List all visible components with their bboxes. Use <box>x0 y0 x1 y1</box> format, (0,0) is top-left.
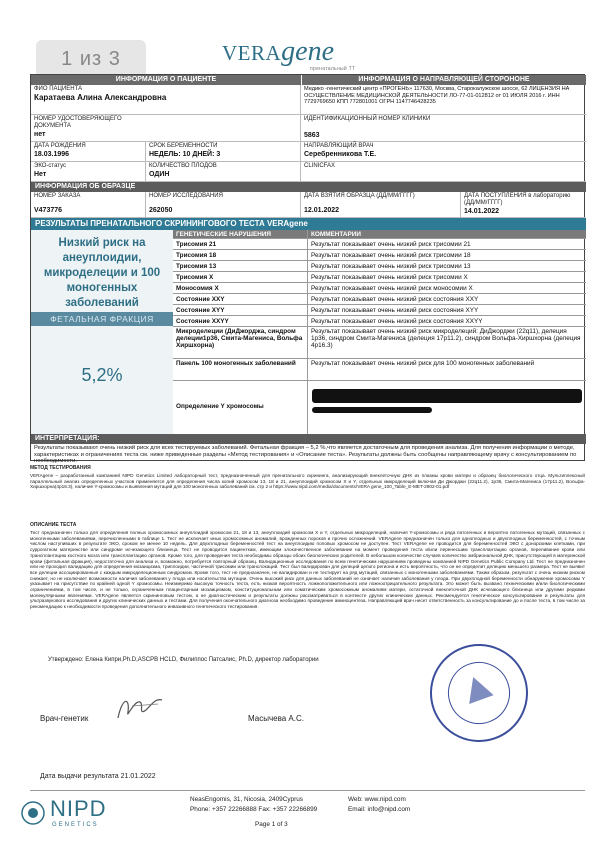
report-form <box>30 74 585 465</box>
nipd-logo <box>20 796 150 832</box>
result-row-comment: Результат показывает очень низкий риск трисомии 18 <box>311 252 471 259</box>
patient-info-header: ИНФОРМАЦИЯ О ПАЦИЕНТЕ <box>31 75 301 85</box>
referrer-info-header: ИНФОРМАЦИЯ О НАПРАВЛЯЮЩЕЙ СТОРОНОНЕ <box>301 75 586 85</box>
doctor-value: Серебренникова Т.Е. <box>304 151 377 158</box>
interpretation-text: Результаты показывают очень низкий риск для всех тестируемых заболеваний. Фетальная фракция – 5,2 %,что является достаточным для проведения анализа. Для получения информации о методе, характеристиках и ограничениях теста см. ниже приведенные разделы «Метод тестирования» и «Описание теста». Результаты должны быть сообщены направляющему врачу с консультированием по необходимости. <box>34 445 577 465</box>
eco-row <box>31 162 586 182</box>
result-row-disorder: Трисомия X <box>173 272 308 282</box>
result-row-disorder: Состояние XYY <box>173 305 308 315</box>
page-indicator: 1 из 3 <box>36 40 146 78</box>
microdeletion-comment: Результат показывает очень низкий риск микроделеций: ДиДжорджи (22q11), делеция 1p36, синдром Смита-Магениса (делеция 17p11.2), синдром Вольфа-Хиршхорна (делеция 4p16.3) <box>311 328 581 349</box>
patient-name-row <box>31 85 586 115</box>
id-doc-cell <box>31 115 301 141</box>
summary-panel <box>31 230 173 434</box>
footer-address: NeasEngomis, 31, Nicosia, 2409Cyprus <box>190 796 303 803</box>
dob-cell <box>31 142 146 161</box>
clinic-id-label: ИДЕНТИФИКАЦИОННЫЙ НОМЕР КЛИНИКИ <box>304 116 431 122</box>
veragene-logo <box>222 36 422 76</box>
y-chromosome-row <box>173 381 586 434</box>
results-table-header <box>173 230 586 239</box>
result-row-disorder: Состояние XXY <box>173 294 308 304</box>
result-row-disorder: Состояние XXYY <box>173 316 308 326</box>
approved-by: Утверждено: Елена Кипри,Ph.D,ASCPB HCLD, Филиппос Патсалис, Ph.D, директор лаборатории <box>48 657 319 663</box>
study-value: 262050 <box>149 207 173 214</box>
description-label: ОПИСАНИЕ ТЕСТА <box>30 522 77 528</box>
result-row-comment: Результат показывает очень низкий риск состояния XXY <box>311 296 479 303</box>
eco-cell <box>31 162 146 181</box>
fetal-fraction-label: ФЕТАЛЬНАЯ ФРАКЦИЯ <box>31 312 173 326</box>
result-row <box>173 239 586 250</box>
monogenic-name: Панель 100 моногенных заболеваний <box>173 359 308 380</box>
order-value: V473776 <box>34 207 63 214</box>
patient-name-label: ФИО ПАЦИЕНТА <box>34 86 83 92</box>
clinic-id-cell <box>301 115 586 141</box>
received-cell <box>461 192 586 217</box>
clinicfax-cell <box>301 162 586 181</box>
eco-label: ЭКО-статус <box>34 163 67 169</box>
dob-row <box>31 142 586 162</box>
nipd-logo-sub: GENETICS <box>52 822 99 828</box>
patient-name-cell <box>31 85 301 114</box>
result-row-comment: Результат показывает очень низкий риск трисомии 13 <box>311 263 471 270</box>
brand-tagline: пренатальный ТТ <box>310 66 356 72</box>
signature-icon <box>112 690 172 726</box>
brand-part2: gene <box>281 36 335 67</box>
footer-email[interactable]: Email: info@nipd.com <box>348 806 411 813</box>
result-row <box>173 261 586 272</box>
microdeletion-row <box>173 327 586 359</box>
result-row <box>173 250 586 261</box>
dob-value: 18.03.1996 <box>34 151 70 158</box>
signer-role: Врач-генетик <box>40 714 89 723</box>
col-disorder-header: ГЕНЕТИЧЕСКИЕ НАРУШЕНИЯ <box>173 230 308 238</box>
brand-part1: VERA <box>222 41 282 65</box>
id-doc-row <box>31 115 586 142</box>
fetus-cell <box>146 162 301 181</box>
eco-value: Нет <box>34 171 47 178</box>
result-row-disorder: Трисомия 18 <box>173 250 308 260</box>
redaction-mark <box>312 389 582 403</box>
fetus-label: КОЛИЧЕСТВО ПЛОДОВ <box>149 163 217 169</box>
id-doc-label: НОМЕР УДОСТОВЕРЯЮЩЕГО ДОКУМЕНТА <box>34 116 122 129</box>
taken-cell <box>301 192 461 217</box>
description-text: Тест предназначен только для определения полных хромосомных анеуплоидий хромосом 21, 18 и 13, анеуплоидий хромосом X и Y, отдельных микроделеций, наличия Y-хромосомы и ряда патогенных и вероятно патогенных мутаций, связанных с моногенными заболеваниями, перечисленными в таблице 1. Тест не исключает иных хромосомных аномалий, врожденных пороков и прочих осложнений. VERAgene предназначен только для одноплодных и двухплодных беременностей, с точным числом наступивших в результате ЭКО, сроком не менее 10 недель. Для двухплодных беременностей тест на анеуплоидию половых хромосом не доступен. Тест VERAgene не проводится для беременностей ЭКО с донорскими клетками, при суррогатном материнстве или синдроме исчезающего близнеца. Тест не проводится пациенткам, имеющим злокачественное заболевание на момент проведения теста и/или перенесшим трансплантацию органов, переливание крови или трансплантацию костного мозга или трансплантацию органов. Кроме того, для проведения теста необходимы образцы обоих биологических родителей. В небольшом количестве случаев количество эмбриональной ДНК, присутствующей в материнской крови (фетальная фракция), недостаточно для анализа и, возможно, потребуется повторный образец. Валидационные исследования по всем генетическим нарушениям проведены компанией NIPD Genetics Public Company Ltd. Тест не предназначен или не проходил валидацию для определения мозаицизма, триплоидии, частичной трисомии или транслокаций. Тест был валидирован для делеций целого региона и есть вероятность, что он не определит делецию меньшего размера. Тест не выявит все делеции ассоциированные с каждым микроделеционным синдромом. Кроме того, тест не предназначен, не валидирован и не тестирует на ряд мутаций, связанных с моногенными заболеваниями. Таким образом, результат с очень низким риском снижает, но не исключает возможности наличия заболевания у плода или носительства мутации. Очень высокий риск для данных заболеваний не означает наличия заболевания у плода. При двухплодной беременности обнаружение хромосомы Y указывает на присутствие по крайней одной Y хромосомы. Неизмеримо высокую точность теста, есть низкая вероятность ложноположительного или ложноотрицательного результата. Это может быть вызвано техническими и/или биологическими ограничениями, в том числе, и не только, ограниченным плацентарным мозаицизмом, конституциональным или соматическим хромосомным аномалиям матери, остаточной внеклеточной ДНК исчезающего близнеца или другими редкими молекулярными явлениями. VERAgene является скрининговым тестом, а не диагностическим и результаты должны рассматриваться в контексте других клинических данных. Рекомендуется генетическое консультирование и результаты для ультразвукового исследования и других клинических данных и тестами. Для получения окончательного диагноза необходимо проведение амниоцентеза. Направляющий врач несет ответственность за консультирование до и после теста, в том числе за рекомендацию к необходимости проведения дополнительного инвазивного генетического тестирования. <box>30 530 585 610</box>
method-text: VERAgene – разработанный компанией NIPD Genetics Limited лабораторный тест, предназначенный для пренатального скрининга, анализирующий внеклеточную ДНК из плазмы крови матери и образец биологического отца. Мультиплексный параллельный анализ определенных участков применяется для определения числа копий хромосом 13, 18 и 21, анеуплоидий хромосом X и Y, отдельных микроделеций включая Ди Джорджи (22q11.2), 1р36, Смита-Магениса (17p11.2), Вольфа-Хиршхорна(4p16.3), наличие Y-хромосомы и выявления мутаций для 100 моногенных заболеваний см. стр 2 и https://www.nipd.com/media/documents/VERA gene_100_Table_E-MET-2902-01.pdf <box>30 473 585 490</box>
order-label: НОМЕР ЗАКАЗА <box>34 193 81 199</box>
footer-page-number: Page 1 of 3 <box>255 821 288 828</box>
redaction-mark <box>312 407 432 413</box>
result-row-comment: Результат показывает очень низкий риск трисомии X <box>311 274 468 281</box>
taken-label: ДАТА ВЗЯТИЯ ОБРАЗЦА (ДД/ММ/ГГГГ) <box>304 193 415 199</box>
low-risk-summary: Низкий риск на анеуплоидии, микроделеции и 100 моногенных заболеваний <box>43 237 161 309</box>
fetus-value: ОДИН <box>149 171 170 178</box>
results-title: РЕЗУЛЬТАТЫ ПРЕНАТАЛЬНОГО СКРИНИНГОВОГО ТЕСТА VERAgene <box>31 218 586 230</box>
result-row <box>173 294 586 305</box>
footer-web[interactable]: Web: www.nipd.com <box>348 796 406 803</box>
ga-label: СРОК БЕРЕМЕННОСТИ <box>149 143 218 149</box>
y-chromosome-name: Определение Y хромосомы <box>173 381 308 434</box>
issue-date: Дата выдачи результата 21.01.2022 <box>40 773 156 780</box>
footer-phone: Phone: +357 22266888 Fax: +357 22266899 <box>190 806 318 813</box>
study-cell <box>146 192 301 217</box>
result-row-disorder: Моносомия X <box>173 283 308 293</box>
sample-row <box>31 192 586 218</box>
id-doc-value: нет <box>34 131 46 138</box>
interpretation-label: ИНТЕРПРЕТАЦИЯ: <box>31 434 586 444</box>
microdeletion-name: Микроделеции (ДиДжорджа, синдром делеции1р36, Смита-Магениса, Вольфа Хиршхорна) <box>173 327 308 358</box>
result-row-disorder: Трисомия 13 <box>173 261 308 271</box>
monogenic-row <box>173 359 586 381</box>
result-row <box>173 283 586 294</box>
result-row-comment: Результат показывает очень низкий риск моносомии X <box>311 285 473 292</box>
method-label: МЕТОД ТЕСТИРОВАНИЯ <box>30 465 91 471</box>
section-headers <box>31 75 586 85</box>
interpretation-section <box>31 434 586 465</box>
result-row <box>173 272 586 283</box>
result-row-disorder: Трисомия 21 <box>173 239 308 249</box>
referrer-center: Медико -генетический центр «ПРОГЕНЬ» 117630, Москва, Старокалужское шоссе, 62 ЛИЦЕНЗИЯ НА ОСУЩЕСТВЛЕНИЕ МЕДИЦИНСКОЙ ДЕЯТЕЛЬНОСТИ ЛО-77-01-012812 от 01 ИЮЛЯ 2016 г. ИНН 7729769650 КПП 772801001 ОГРН 1147746428235 <box>304 86 570 106</box>
result-row-comment: Результат показывает очень низкий риск состояния XYY <box>311 307 479 314</box>
taken-value: 12.01.2022 <box>304 207 340 214</box>
received-label: ДАТА ПОСТУПЛЕНИЯ в лабораторию (ДД/ММ/ГГГГ) <box>464 193 571 206</box>
signer-name: Масычева А.С. <box>248 714 304 723</box>
clinicfax-label: CLINICFAX <box>304 163 336 169</box>
ga-value: НЕДЕЛЬ: 10 ДНЕЙ: 3 <box>149 151 221 158</box>
result-row-comment: Результат показывает очень низкий риск состояния XXYY <box>311 318 483 325</box>
result-row-comment: Результат показывает очень низкий риск трисомии 21 <box>311 241 471 248</box>
sample-info-header: ИНФОРМАЦИЯ ОБ ОБРАЗЦЕ <box>31 182 586 192</box>
monogenic-comment: Результат показывает очень низкий риск для 100 моногенных заболеваний <box>311 360 535 367</box>
clinic-id-value: 5863 <box>304 132 320 139</box>
doctor-label: НАПРАВЛЯЮЩИЙ ВРАЧ <box>304 143 374 149</box>
ga-cell <box>146 142 301 161</box>
nipd-logo-icon <box>20 800 46 826</box>
study-label: НОМЕР ИССЛЕДОВАНИЯ <box>149 193 223 199</box>
dob-label: ДАТА РОЖДЕНИЯ <box>34 143 86 149</box>
fetal-fraction-value: 5,2% <box>81 365 123 385</box>
result-row <box>173 305 586 316</box>
order-cell <box>31 192 146 217</box>
results-area <box>31 230 586 434</box>
col-comment-header: КОММЕНТАРИИ <box>311 231 361 238</box>
received-value: 14.01.2022 <box>464 208 500 215</box>
result-row <box>173 316 586 327</box>
y-chromosome-comment <box>308 381 586 434</box>
doctor-cell <box>301 142 586 161</box>
nipd-logo-text: NIPD <box>50 796 107 821</box>
patient-name-value: Каратаева Алина Александровна <box>34 93 167 102</box>
